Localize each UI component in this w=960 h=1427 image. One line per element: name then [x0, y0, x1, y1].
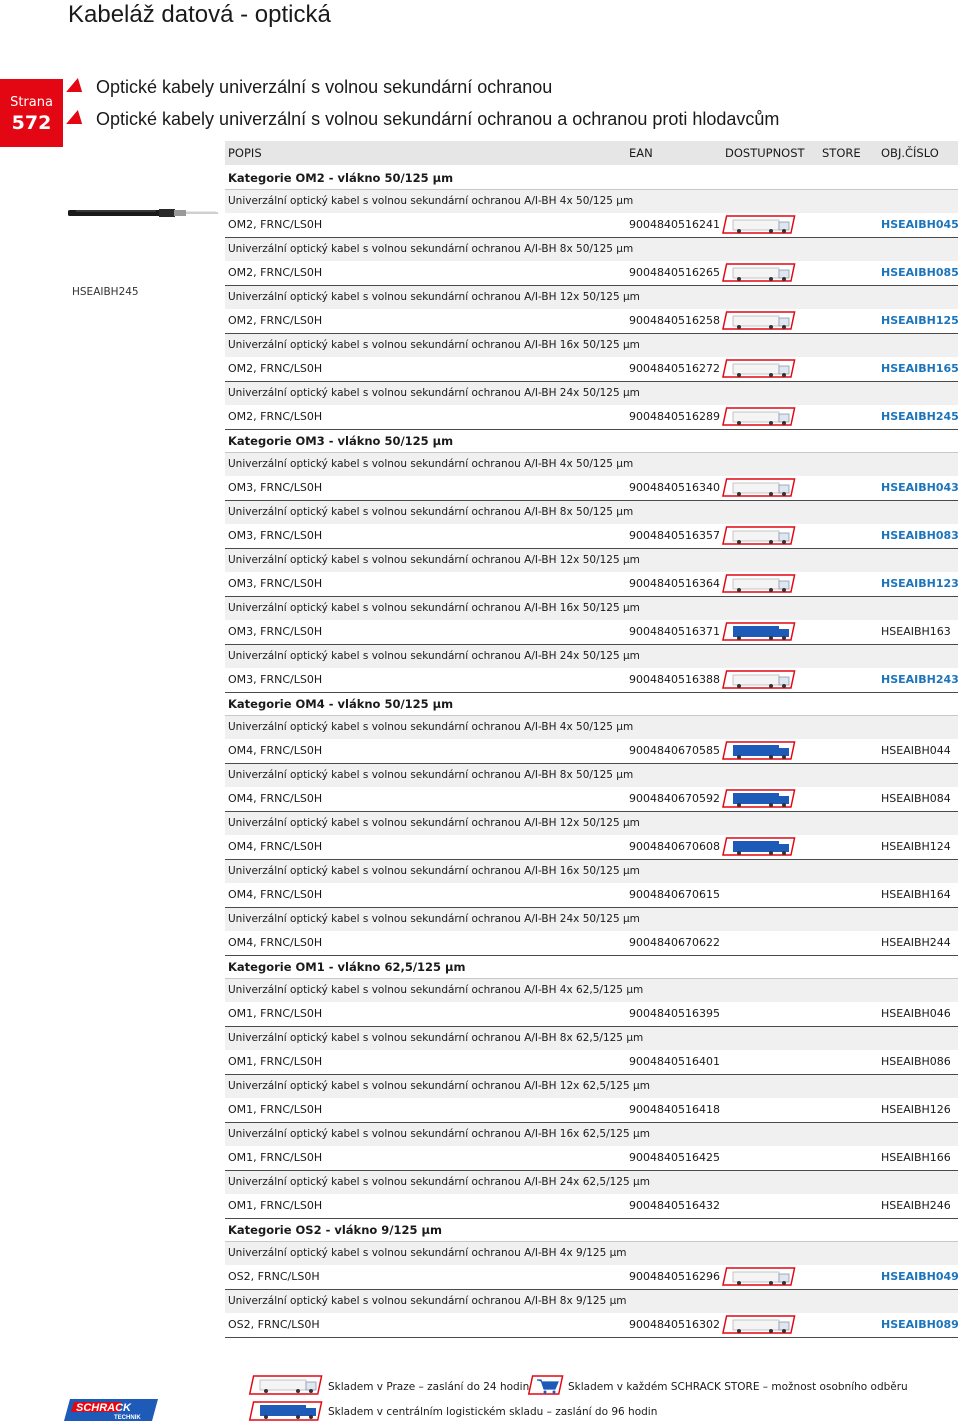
truck-white-icon [721, 406, 797, 427]
product-ean: 9004840516340 [629, 481, 720, 494]
product-type: OM2, FRNC/LS0H [228, 410, 323, 423]
product-description: Univerzální optický kabel s volnou sekundární ochranou A/I-BH 4x 9/125 µm [225, 1242, 958, 1265]
product-ean: 9004840516296 [629, 1270, 720, 1283]
red-bullet-icon [66, 78, 86, 92]
product-ean: 9004840516401 [629, 1055, 720, 1068]
product-description: Univerzální optický kabel s volnou sekundární ochranou A/I-BH 24x 62,5/125 µm [225, 1171, 958, 1194]
product-type: OM3, FRNC/LS0H [228, 625, 323, 638]
product-description: Univerzální optický kabel s volnou sekundární ochranou A/I-BH 24x 50/125 µm [225, 908, 958, 931]
product-ean: 9004840670615 [629, 888, 720, 901]
truck-white-icon [721, 310, 797, 331]
truck-blue-icon [248, 1400, 324, 1422]
table-row [225, 357, 958, 382]
order-code-link[interactable]: HSEAIBH243 [881, 673, 959, 686]
truck-white-icon [721, 669, 797, 690]
product-description: Univerzální optický kabel s volnou sekundární ochranou A/I-BH 12x 50/125 µm [225, 549, 958, 572]
order-code-link: HSEAIBH124 [881, 840, 951, 853]
table-row [225, 620, 958, 645]
product-description: Univerzální optický kabel s volnou sekundární ochranou A/I-BH 4x 50/125 µm [225, 716, 958, 739]
subtitle-2 [68, 108, 779, 130]
product-ean: 9004840516265 [629, 266, 720, 279]
order-code-link[interactable]: HSEAIBH089 [881, 1318, 959, 1331]
header-ean: EAN [629, 146, 653, 160]
order-code-link: HSEAIBH086 [881, 1055, 951, 1068]
product-description: Univerzální optický kabel s volnou sekundární ochranou A/I-BH 12x 50/125 µm [225, 286, 958, 309]
product-image [68, 141, 221, 282]
product-ean: 9004840516289 [629, 410, 720, 423]
product-description: Univerzální optický kabel s volnou sekundární ochranou A/I-BH 4x 50/125 µm [225, 190, 958, 213]
product-type: OM2, FRNC/LS0H [228, 314, 323, 327]
product-ean: 9004840516432 [629, 1199, 720, 1212]
schrack-logo [64, 1397, 160, 1423]
table-row [225, 1313, 958, 1338]
product-description: Univerzální optický kabel s volnou sekundární ochranou A/I-BH 24x 50/125 µm [225, 645, 958, 668]
table-header [225, 141, 958, 167]
table-body [225, 167, 958, 1338]
product-table [225, 141, 958, 1338]
product-ean: 9004840516241 [629, 218, 720, 231]
product-description: Univerzální optický kabel s volnou sekundární ochranou A/I-BH 8x 50/125 µm [225, 501, 958, 524]
product-type: OM4, FRNC/LS0H [228, 888, 323, 901]
order-code-link[interactable]: HSEAIBH123 [881, 577, 959, 590]
order-code-link[interactable]: HSEAIBH049 [881, 1270, 959, 1283]
header-obj: OBJ.ČÍSLO [881, 146, 939, 160]
product-type: OM2, FRNC/LS0H [228, 362, 323, 375]
product-type: OM4, FRNC/LS0H [228, 744, 323, 757]
table-row [225, 739, 958, 764]
category-heading: Kategorie OM2 - vlákno 50/125 µm [225, 167, 958, 190]
product-description: Univerzální optický kabel s volnou sekundární ochranou A/I-BH 8x 9/125 µm [225, 1290, 958, 1313]
table-row [225, 668, 958, 693]
table-row [225, 883, 958, 908]
legend-store-text: Skladem v každém SCHRACK STORE – možnost osobního odběru [568, 1381, 908, 1393]
order-code-link: HSEAIBH166 [881, 1151, 951, 1164]
truck-white-icon [721, 573, 797, 594]
product-type: OM3, FRNC/LS0H [228, 673, 323, 686]
order-code-link: HSEAIBH084 [881, 792, 951, 805]
product-type: OM2, FRNC/LS0H [228, 218, 323, 231]
product-ean: 9004840516395 [629, 1007, 720, 1020]
table-row [225, 931, 958, 956]
subtitle-1-text: Optické kabely univerzální s volnou sekundární ochranou [96, 77, 553, 97]
product-type: OM1, FRNC/LS0H [228, 1007, 323, 1020]
product-type: OM4, FRNC/LS0H [228, 936, 323, 949]
truck-white-icon [721, 525, 797, 546]
category-heading: Kategorie OS2 - vlákno 9/125 µm [225, 1219, 958, 1242]
truck-white-icon [721, 1314, 797, 1335]
product-ean: 9004840516418 [629, 1103, 720, 1116]
table-row [225, 261, 958, 286]
order-code-link[interactable]: HSEAIBH043 [881, 481, 959, 494]
order-code-link[interactable]: HSEAIBH083 [881, 529, 959, 542]
product-ean: 9004840670622 [629, 936, 720, 949]
table-row [225, 524, 958, 549]
product-ean: 9004840516425 [629, 1151, 720, 1164]
product-ean: 9004840670592 [629, 792, 720, 805]
truck-white-icon [721, 477, 797, 498]
product-description: Univerzální optický kabel s volnou sekundární ochranou A/I-BH 12x 62,5/125 µm [225, 1075, 958, 1098]
table-row [225, 1098, 958, 1123]
product-description: Univerzální optický kabel s volnou sekundární ochranou A/I-BH 24x 50/125 µm [225, 382, 958, 405]
product-type: OM3, FRNC/LS0H [228, 481, 323, 494]
subtitle-2-text: Optické kabely univerzální s volnou sekundární ochranou a ochranou proti hlodavcům [96, 109, 780, 129]
category-heading: Kategorie OM1 - vlákno 62,5/125 µm [225, 956, 958, 979]
product-type: OM2, FRNC/LS0H [228, 266, 323, 279]
product-ean: 9004840516302 [629, 1318, 720, 1331]
table-row [225, 309, 958, 334]
order-code-link: HSEAIBH164 [881, 888, 951, 901]
product-ean: 9004840516272 [629, 362, 720, 375]
product-description: Univerzální optický kabel s volnou sekundární ochranou A/I-BH 8x 50/125 µm [225, 764, 958, 787]
table-row [225, 835, 958, 860]
product-description: Univerzální optický kabel s volnou sekundární ochranou A/I-BH 4x 50/125 µm [225, 453, 958, 476]
product-description: Univerzální optický kabel s volnou sekundární ochranou A/I-BH 16x 62,5/125 µm [225, 1123, 958, 1146]
product-type: OS2, FRNC/LS0H [228, 1270, 320, 1283]
product-ean: 9004840516357 [629, 529, 720, 542]
truck-blue-icon [721, 740, 797, 761]
product-type: OM1, FRNC/LS0H [228, 1103, 323, 1116]
truck-white-icon [721, 262, 797, 283]
order-code-link: HSEAIBH126 [881, 1103, 951, 1116]
truck-blue-icon [721, 836, 797, 857]
product-ean: 9004840670608 [629, 840, 720, 853]
product-description: Univerzální optický kabel s volnou sekundární ochranou A/I-BH 12x 50/125 µm [225, 812, 958, 835]
page-number: 572 [11, 112, 52, 134]
table-row [225, 572, 958, 597]
red-bullet-icon [66, 110, 86, 124]
product-type: OM3, FRNC/LS0H [228, 529, 323, 542]
order-code-link: HSEAIBH163 [881, 625, 951, 638]
table-row [225, 405, 958, 430]
product-description: Univerzální optický kabel s volnou sekundární ochranou A/I-BH 4x 62,5/125 µm [225, 979, 958, 1002]
category-heading: Kategorie OM3 - vlákno 50/125 µm [225, 430, 958, 453]
order-code-link: HSEAIBH044 [881, 744, 951, 757]
product-type: OM1, FRNC/LS0H [228, 1055, 323, 1068]
product-ean: 9004840516258 [629, 314, 720, 327]
product-type: OS2, FRNC/LS0H [228, 1318, 320, 1331]
svg-text:SCHRACK: SCHRACK [76, 1402, 131, 1414]
page-title: Kabeláž datová - optická [68, 1, 331, 28]
order-code-link[interactable]: HSEAIBH045 [881, 218, 959, 231]
svg-text:TECHNIK: TECHNIK [114, 1415, 141, 1421]
header-popis: POPIS [228, 146, 262, 160]
order-code-link[interactable]: HSEAIBH245 [881, 410, 959, 423]
page-number-box [0, 79, 63, 147]
product-description: Univerzální optický kabel s volnou sekundární ochranou A/I-BH 8x 62,5/125 µm [225, 1027, 958, 1050]
truck-white-icon [721, 214, 797, 235]
product-description: Univerzální optický kabel s volnou sekundární ochranou A/I-BH 16x 50/125 µm [225, 860, 958, 883]
truck-white-icon [721, 1266, 797, 1287]
table-row [225, 1194, 958, 1219]
order-code-link[interactable]: HSEAIBH165 [881, 362, 959, 375]
product-type: OM4, FRNC/LS0H [228, 792, 323, 805]
legend-white-text: Skladem v Praze – zaslání do 24 hodin [328, 1381, 530, 1393]
truck-white-icon [721, 358, 797, 379]
table-row [225, 1002, 958, 1027]
product-description: Univerzální optický kabel s volnou sekundární ochranou A/I-BH 8x 50/125 µm [225, 238, 958, 261]
table-row [225, 476, 958, 501]
truck-blue-icon [721, 788, 797, 809]
truck-blue-icon [721, 621, 797, 642]
table-row [225, 1050, 958, 1075]
table-row [225, 1146, 958, 1171]
product-type: OM4, FRNC/LS0H [228, 840, 323, 853]
order-code-link: HSEAIBH246 [881, 1199, 951, 1212]
page-label: Strana [10, 95, 53, 110]
product-ean: 9004840516388 [629, 673, 720, 686]
subtitle-1 [68, 76, 552, 98]
truck-white-icon [248, 1374, 324, 1396]
order-code-link[interactable]: HSEAIBH085 [881, 266, 959, 279]
product-image-code: HSEAIBH245 [72, 286, 139, 298]
cart-icon [527, 1374, 565, 1396]
product-type: OM1, FRNC/LS0H [228, 1199, 323, 1212]
product-description: Univerzální optický kabel s volnou sekundární ochranou A/I-BH 16x 50/125 µm [225, 334, 958, 357]
header-store: STORE [822, 146, 861, 160]
header-dostupnost: DOSTUPNOST [725, 146, 805, 160]
table-row [225, 787, 958, 812]
product-ean: 9004840516364 [629, 577, 720, 590]
product-ean: 9004840670585 [629, 744, 720, 757]
legend-blue-text: Skladem v centrálním logistickém skladu – zaslání do 96 hodin [328, 1406, 658, 1418]
table-row [225, 1265, 958, 1290]
product-type: OM1, FRNC/LS0H [228, 1151, 323, 1164]
product-description: Univerzální optický kabel s volnou sekundární ochranou A/I-BH 16x 50/125 µm [225, 597, 958, 620]
order-code-link[interactable]: HSEAIBH125 [881, 314, 959, 327]
order-code-link: HSEAIBH244 [881, 936, 951, 949]
category-heading: Kategorie OM4 - vlákno 50/125 µm [225, 693, 958, 716]
product-type: OM3, FRNC/LS0H [228, 577, 323, 590]
order-code-link: HSEAIBH046 [881, 1007, 951, 1020]
table-row [225, 213, 958, 238]
product-ean: 9004840516371 [629, 625, 720, 638]
